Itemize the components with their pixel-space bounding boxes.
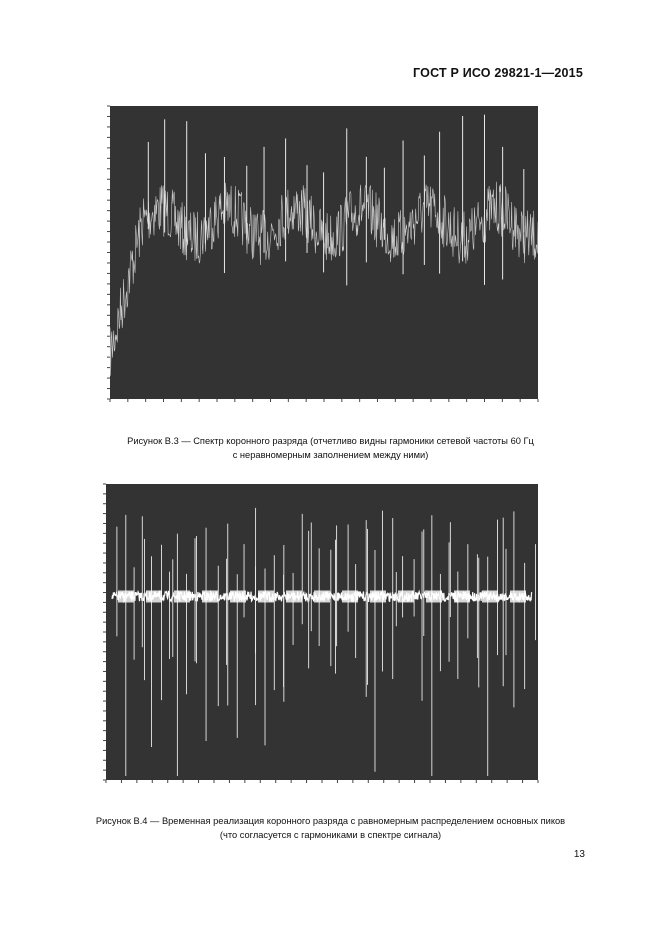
burst-cluster bbox=[174, 590, 190, 602]
spectrum-chart bbox=[88, 100, 548, 422]
caption-line: (что согласуется с гармониками в спектре сигнала) bbox=[219, 830, 442, 840]
figure-caption-b3 bbox=[40, 434, 621, 462]
burst-cluster bbox=[482, 590, 498, 602]
plot-area bbox=[106, 484, 538, 780]
spectrum-figure bbox=[88, 100, 548, 422]
burst-cluster bbox=[370, 590, 386, 602]
figure-caption-b4 bbox=[40, 814, 621, 842]
time-waveform-chart bbox=[88, 478, 548, 808]
burst-cluster bbox=[342, 590, 358, 602]
burst-cluster bbox=[314, 590, 330, 602]
caption-line: с неравномерным заполнением между ними) bbox=[232, 450, 429, 460]
page-number: 13 bbox=[573, 849, 585, 860]
caption-line: Рисунок В.3 — Спектр коронного разряда (отчетливо видны гармоники сетевой частоты 60 Гц bbox=[127, 436, 534, 446]
burst-cluster bbox=[454, 590, 470, 602]
burst-cluster bbox=[510, 590, 526, 602]
standard-id: ГОСТ Р ИСО 29821-1—2015 bbox=[413, 66, 583, 80]
burst-cluster bbox=[286, 590, 302, 602]
burst-cluster bbox=[426, 590, 442, 602]
burst-cluster bbox=[146, 590, 162, 602]
caption-line: Рисунок В.4 — Временная реализация коронного разряда с равномерным распределением основных пиков bbox=[95, 816, 566, 826]
burst-cluster bbox=[118, 590, 134, 602]
burst-cluster bbox=[398, 590, 414, 602]
time-waveform-figure bbox=[88, 478, 548, 808]
burst-cluster bbox=[258, 590, 274, 602]
burst-cluster bbox=[230, 590, 246, 602]
burst-cluster bbox=[202, 590, 218, 602]
